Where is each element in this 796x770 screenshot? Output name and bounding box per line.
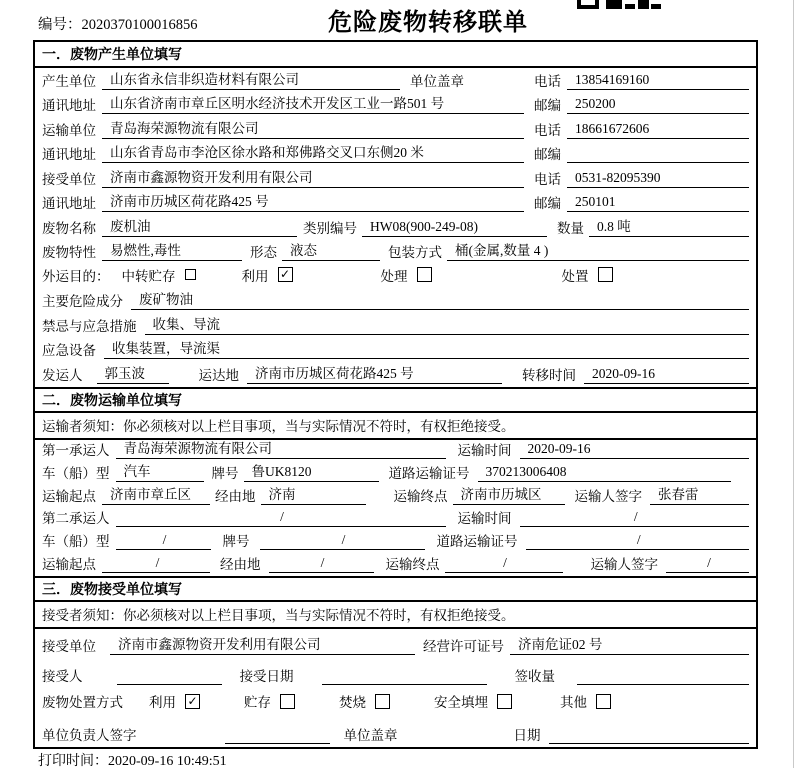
equipment-field: 收集装置，导流渠	[104, 337, 749, 359]
hazard-label: 主要危险成分	[42, 294, 123, 309]
serial-number-line	[38, 13, 198, 34]
transfer-time-field: 2020-09-16	[584, 366, 749, 384]
carrier1-label: 第一承运人	[42, 443, 110, 459]
section3-notice: 接受者须知：你必须核对以上栏目事项，当与实际情况不符时，有权拒绝接受。	[35, 602, 756, 629]
hazard-field: 废矿物油	[131, 288, 749, 310]
transporter-phone-label: 电话	[534, 122, 561, 138]
scan-edge-line	[793, 0, 794, 768]
section2-header: 二．废物运输单位填写	[35, 387, 756, 413]
route2-via-field: /	[269, 555, 374, 573]
section3-body	[35, 629, 756, 748]
vehicle1-row	[35, 462, 756, 485]
sign-qty-label: 签收量	[514, 669, 555, 684]
carrier1-field: 青岛海荣源物流有限公司	[116, 437, 446, 459]
waste-name-row	[35, 215, 756, 240]
purpose-row	[35, 264, 756, 289]
receiver-name-field: 济南市鑫源物资开发利用有限公司	[102, 166, 524, 188]
packing-field: 桶(金属,数量 4 )	[447, 239, 749, 261]
disposal-option-label: 焚烧	[339, 695, 366, 711]
disposal-option-label: 安全填埋	[434, 695, 488, 711]
route1-end-field: 济南市历城区	[453, 483, 565, 505]
accept-date-field	[322, 670, 487, 685]
waste-category-field: HW08(900-249-08)	[362, 219, 547, 237]
route2-start-label: 运输起点	[42, 556, 96, 572]
taboo-row	[35, 313, 756, 338]
sign-date-field	[549, 729, 750, 744]
producer-name-field: 山东省永信非织造材料有限公司	[102, 68, 400, 90]
route2-end-label: 运输终点	[385, 556, 440, 572]
receiver-addr-field: 济南市历城区荷花路425 号	[102, 190, 524, 212]
transporter-zip-label: 邮编	[534, 147, 561, 162]
print-time-line	[38, 750, 227, 770]
waste-qty-label: 数量	[557, 220, 584, 236]
receiver-phone-label: 电话	[534, 171, 561, 187]
responsible-sign-label: 单位负责人签字	[42, 728, 137, 744]
carrier1-time-field: 2020-09-16	[520, 441, 750, 459]
transporter-phone-field: 18661672606	[567, 121, 749, 139]
qr-finder-fragment	[577, 0, 599, 9]
producer-zip-label: 邮编	[534, 98, 561, 113]
waste-category-label: 类别编号	[303, 220, 357, 236]
dest-field: 济南市历城区荷花路425 号	[247, 362, 502, 384]
disposal-option-other	[560, 691, 611, 711]
purpose-option-label: 处置	[561, 268, 589, 284]
vehicle2-plate-field: /	[260, 532, 425, 550]
sign-date-label: 日期	[513, 728, 541, 744]
disposal-option-landfill	[434, 691, 512, 711]
waste-form-field: 液态	[282, 239, 380, 261]
accept-unit-row	[35, 629, 756, 659]
operating-license-label: 经营许可证号	[423, 639, 504, 655]
serial-number: 2020370100016856	[81, 17, 198, 33]
checkbox-disposal-store	[280, 694, 295, 709]
accept-person-label: 接受人	[42, 669, 83, 684]
vehicle1-plate-label: 牌号	[211, 465, 239, 481]
producer-phone-label: 电话	[534, 73, 561, 89]
route1-via-field: 济南	[261, 483, 366, 505]
producer-addr-field: 山东省济南市章丘区明水经济技术开发区工业一路501 号	[102, 92, 524, 114]
vehicle2-row	[35, 530, 756, 553]
disposal-option-label: 利用	[149, 695, 176, 711]
checkbox-utilize: ✓	[278, 267, 293, 282]
purpose-option-treat	[381, 265, 432, 285]
waste-trait-label: 废物特性	[42, 245, 96, 260]
purpose-option-utilize	[242, 265, 293, 285]
route1-row	[35, 485, 756, 508]
route1-via-label: 经由地	[215, 488, 256, 504]
disposal-option-label: 其他	[560, 695, 587, 711]
checkbox-disposal-incinerate	[375, 694, 390, 709]
purpose-option-storage	[122, 265, 196, 285]
checkbox-dispose	[598, 267, 613, 282]
checkbox-storage	[185, 269, 196, 280]
waste-name-label: 废物名称	[42, 220, 96, 236]
serial-label: 编号：	[38, 17, 82, 33]
section1-header: 一．废物产生单位填写	[35, 42, 756, 68]
route1-end-label: 运输终点	[393, 488, 448, 504]
producer-label: 产生单位	[42, 73, 96, 89]
waste-form-label: 形态	[250, 245, 277, 260]
dispatch-row	[35, 362, 756, 387]
hazard-row	[35, 289, 756, 314]
equipment-label: 应急设备	[42, 343, 96, 358]
waste-trait-row	[35, 240, 756, 265]
receiver-addr-label: 通讯地址	[42, 196, 96, 211]
carrier2-field: /	[116, 509, 446, 527]
transfer-time-label: 转移时间	[522, 367, 576, 383]
dest-label: 运达地	[198, 367, 239, 383]
print-time-value: 2020-09-16 10:49:51	[108, 754, 227, 769]
producer-address-row	[35, 93, 756, 118]
accept-date-label: 接受日期	[239, 669, 294, 684]
carrier1-row	[35, 440, 756, 463]
carrier2-row	[35, 508, 756, 531]
route1-sign-field: 张春雷	[650, 483, 749, 505]
disposal-option-utilize	[149, 691, 200, 711]
page-title: 危险废物转移联单	[328, 10, 528, 36]
disposal-option-incinerate	[339, 691, 390, 711]
vehicle2-type-field: /	[116, 532, 211, 550]
checkbox-disposal-landfill	[497, 694, 512, 709]
purpose-option-dispose	[562, 265, 613, 285]
route1-start-label: 运输起点	[42, 488, 96, 504]
taboo-field: 收集、导流	[145, 313, 750, 335]
waste-trait-field: 易燃性,毒性	[102, 239, 242, 261]
checkbox-disposal-other	[596, 694, 611, 709]
sign-qty-field	[577, 670, 749, 685]
vehicle2-license-label: 道路运输证号	[436, 533, 518, 549]
packing-label: 包装方式	[388, 245, 442, 260]
purpose-option-label: 利用	[241, 268, 269, 284]
checkbox-disposal-utilize: ✓	[185, 694, 200, 709]
carrier1-time-label: 运输时间	[457, 443, 512, 459]
vehicle2-license-field: /	[526, 532, 750, 550]
accept-unit-label: 接受单位	[42, 639, 96, 655]
transporter-addr-field: 山东省青岛市李沧区徐水路和郑佛路交叉口东侧20 米	[102, 141, 524, 163]
vehicle1-type-field: 汽车	[116, 460, 204, 482]
waste-qty-field: 0.8 吨	[589, 215, 749, 237]
purpose-option-label: 处理	[380, 268, 408, 284]
accept-person-row	[35, 658, 756, 688]
vehicle1-type-label: 车（船）型	[42, 465, 110, 481]
transporter-row	[35, 117, 756, 142]
receiver-zip-field: 250101	[567, 194, 749, 212]
transporter-address-row	[35, 142, 756, 167]
route2-sign-label: 运输人签字	[590, 556, 658, 572]
route2-via-label: 经由地	[220, 556, 261, 572]
checkbox-treat	[417, 267, 432, 282]
accept-unit-field: 济南市鑫源物资开发利用有限公司	[110, 633, 415, 655]
receiver-address-row	[35, 191, 756, 216]
unit-seal-label: 单位盖章	[343, 728, 398, 744]
accept-person-field	[117, 670, 222, 685]
transporter-addr-label: 通讯地址	[42, 147, 96, 162]
transporter-name-field: 青岛海荣源物流有限公司	[102, 117, 524, 139]
carrier2-label: 第二承运人	[42, 511, 110, 527]
transporter-label: 运输单位	[42, 122, 96, 138]
operating-license-field: 济南危证02 号	[510, 633, 749, 655]
transfer-form-table	[33, 40, 758, 749]
route2-start-field: /	[102, 555, 210, 573]
producer-addr-label: 通讯地址	[42, 98, 96, 113]
purpose-option-label: 中转贮存	[121, 268, 176, 284]
vehicle2-type-label: 车（船）型	[42, 533, 110, 549]
equipment-row	[35, 338, 756, 363]
responsible-sign-row	[35, 718, 756, 748]
section1-body	[35, 68, 756, 387]
receiver-zip-label: 邮编	[534, 196, 561, 211]
vehicle1-license-field: 370213006408	[478, 464, 732, 482]
waste-name-field: 废机油	[102, 215, 297, 237]
route2-sign-field: /	[666, 555, 749, 573]
shipper-field: 郭玉波	[97, 362, 169, 384]
responsible-sign-field	[225, 729, 330, 744]
carrier2-time-label: 运输时间	[457, 511, 512, 527]
purpose-label: 外运目的：	[42, 268, 110, 284]
producer-zip-field: 250200	[567, 96, 749, 114]
receiver-phone-field: 0531-82095390	[567, 170, 749, 188]
section2-notice: 运输者须知：你必须核对以上栏目事项，当与实际情况不符时，有权拒绝接受。	[35, 413, 756, 440]
route2-row	[35, 553, 756, 576]
print-time-label: 打印时间：	[38, 754, 108, 769]
producer-phone-field: 13854169160	[567, 72, 749, 90]
route2-end-field: /	[445, 555, 563, 573]
vehicle1-plate-field: 鲁UK8120	[244, 460, 379, 482]
carrier2-time-field: /	[520, 509, 750, 527]
route1-sign-label: 运输人签字	[574, 488, 642, 504]
disposal-option-label: 贮存	[244, 695, 271, 711]
route1-start-field: 济南市章丘区	[102, 483, 210, 505]
disposal-option-store	[244, 691, 295, 711]
vehicle2-plate-label: 牌号	[222, 533, 250, 549]
transporter-zip-field	[567, 148, 749, 163]
vehicle1-license-label: 道路运输证号	[388, 465, 470, 481]
disposal-row	[35, 688, 756, 718]
receiver-row	[35, 166, 756, 191]
producer-row	[35, 68, 756, 93]
section2-body	[35, 440, 756, 576]
disposal-label: 废物处置方式	[42, 695, 123, 711]
taboo-label: 禁忌与应急措施	[42, 318, 137, 334]
receiver-label: 接受单位	[42, 171, 96, 187]
producer-seal-label: 单位盖章	[410, 73, 464, 89]
section3-header: 三．废物接受单位填写	[35, 576, 756, 602]
shipper-label: 发运人	[42, 367, 83, 383]
